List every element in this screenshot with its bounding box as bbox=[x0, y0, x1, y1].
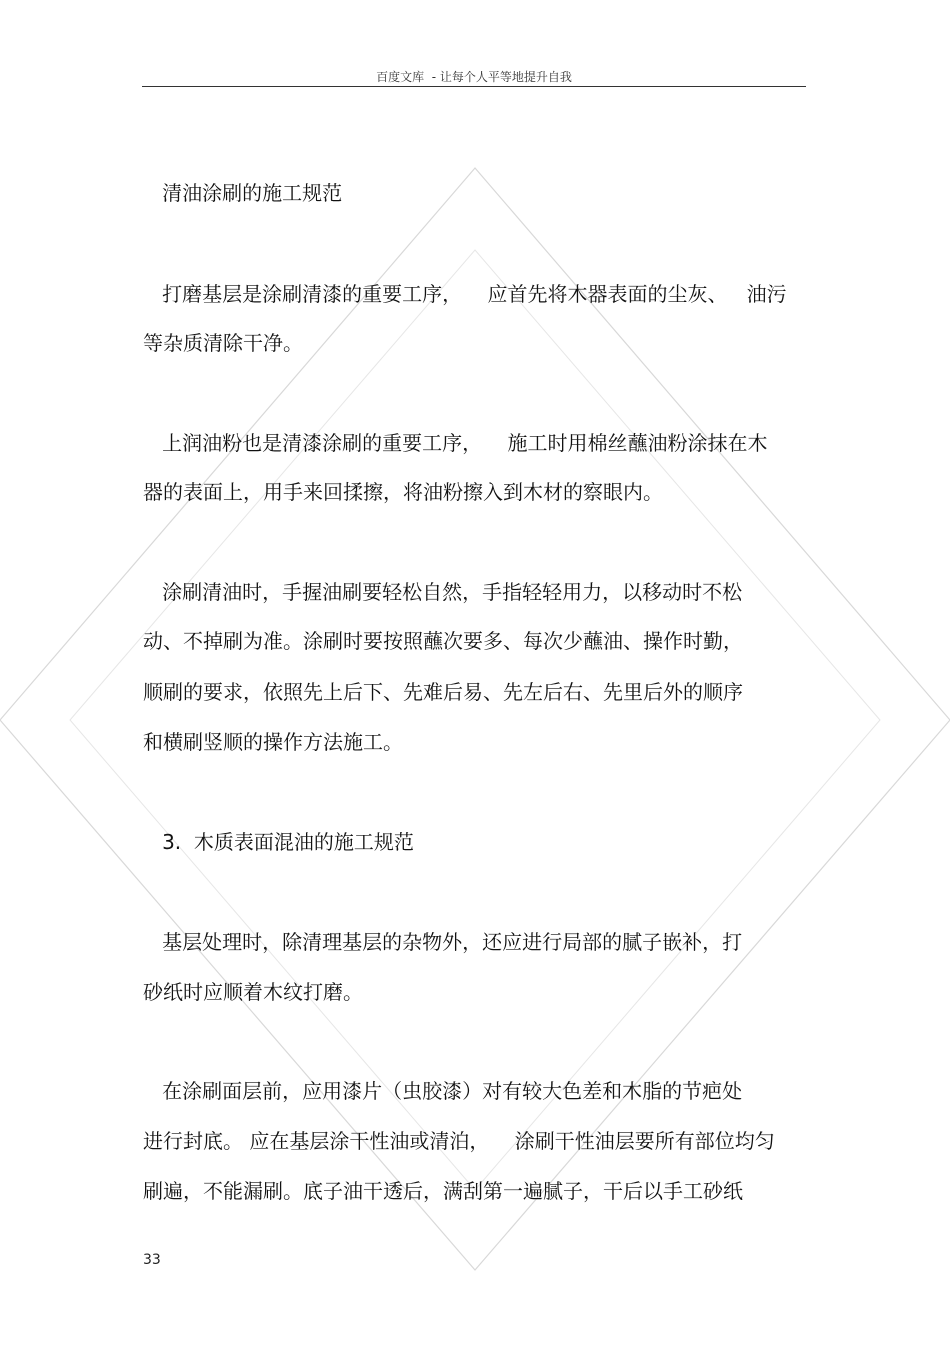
text-line: 涂刷清油时，手握油刷要轻松自然，手指轻轻用力，以移动时不松 bbox=[143, 580, 743, 604]
text-line: 进行封底。 应在基层涂干性油或清泊， 涂刷干性油层要所有部位均匀 bbox=[143, 1129, 775, 1153]
header-text: 百度文库 - 让每个人平等地提升自我 bbox=[376, 70, 572, 84]
text-line: 等杂质清除干净。 bbox=[143, 331, 303, 355]
section-heading-clear-oil: 清油涂刷的施工规范 bbox=[143, 181, 343, 205]
page-header bbox=[142, 62, 806, 87]
text-line: 打磨基层是涂刷清漆的重要工序， 应首先将木器表面的尘灰、 油污 bbox=[143, 282, 787, 306]
text-line: 刷遍，不能漏刷。底子油干透后，满刮第一遍腻子，干后以手工砂纸 bbox=[143, 1179, 743, 1203]
text-line: 顺刷的要求，依照先上后下、先难后易、先左后右、先里后外的顺序 bbox=[143, 680, 743, 704]
text-line: 和横刷竖顺的操作方法施工。 bbox=[143, 730, 403, 754]
page-number: 33 bbox=[143, 1252, 161, 1268]
text-line: 砂纸时应顺着木纹打磨。 bbox=[143, 980, 363, 1004]
section-heading-wood-mixed-oil: 3. 木质表面混油的施工规范 bbox=[143, 830, 414, 854]
text-line: 基层处理时，除清理基层的杂物外，还应进行局部的腻子嵌补，打 bbox=[143, 930, 743, 954]
text-line: 在涂刷面层前，应用漆片（虫胶漆）对有较大色差和木脂的节疤处 bbox=[143, 1079, 743, 1103]
text-line: 器的表面上，用手来回揉擦，将油粉擦入到木材的察眼内。 bbox=[143, 480, 663, 504]
text-line: 上润油粉也是清漆涂刷的重要工序， 施工时用棉丝蘸油粉涂抹在木 bbox=[143, 431, 768, 455]
text-line: 动、不掉刷为准。涂刷时要按照蘸次要多、每次少蘸油、操作时勤， bbox=[143, 629, 743, 653]
